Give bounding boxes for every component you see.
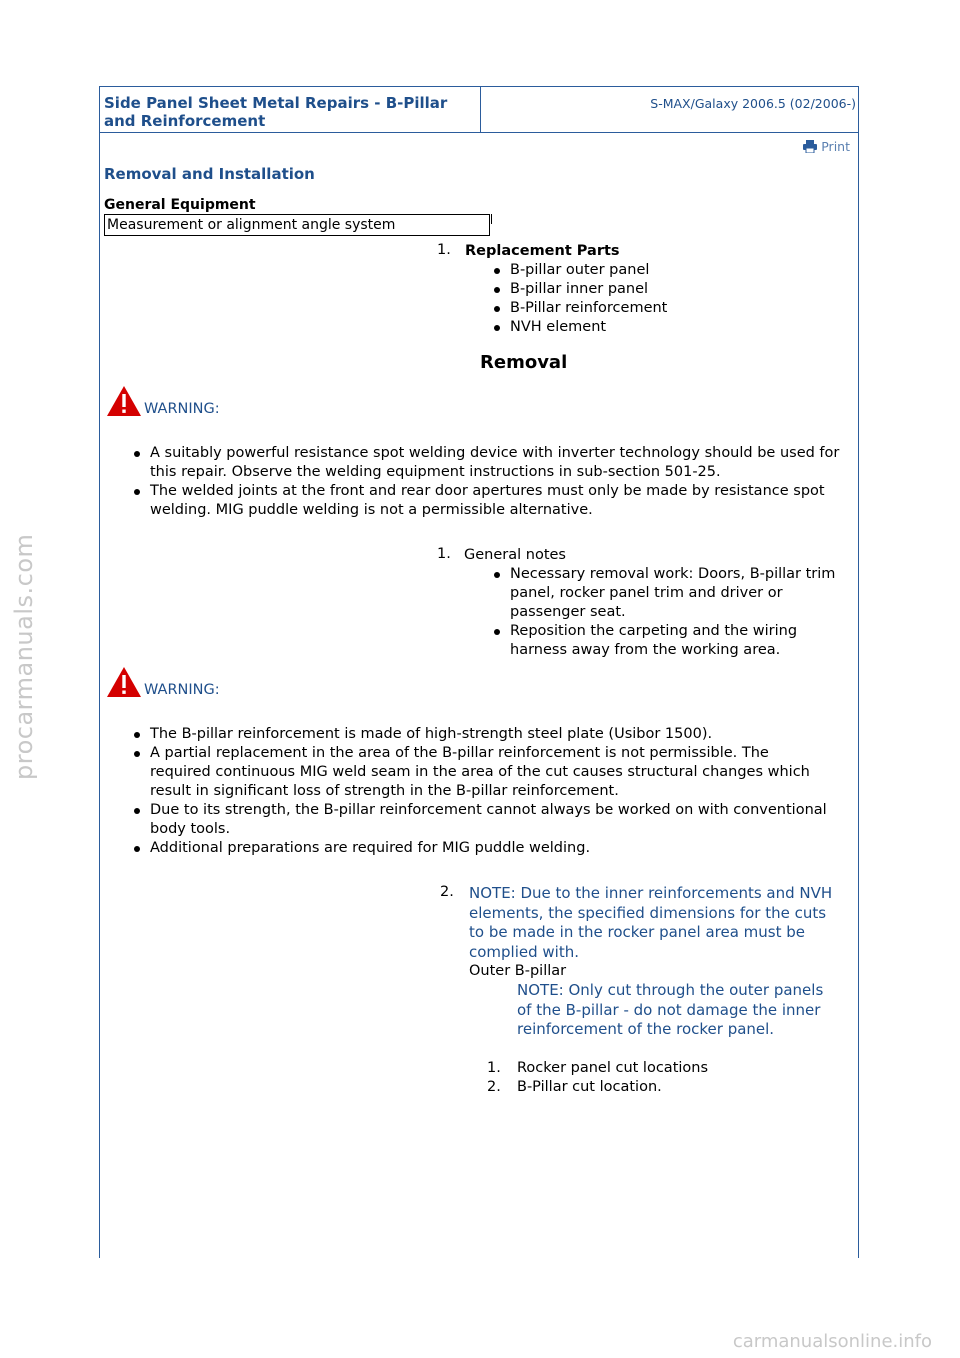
step-number: 2. — [440, 884, 454, 900]
page-frame — [99, 86, 859, 1258]
note-text: NOTE: Only cut through the outer panels of the B-pillar - do not damage the inner reinforcement of the rocker panel. — [517, 981, 824, 1038]
list-item: Additional preparations are required for MIG puddle welding. — [132, 839, 832, 858]
section-title: Removal and Installation — [104, 165, 315, 183]
replacement-list — [492, 261, 812, 337]
header-divider — [480, 87, 481, 133]
sub-number: 1. — [487, 1060, 501, 1076]
printer-icon — [803, 140, 817, 153]
list-item: The B-pillar reinforcement is made of high-strength steel plate (Usibor 1500). — [132, 725, 832, 744]
header-bar — [100, 87, 858, 133]
warning-label: WARNING: — [144, 682, 220, 698]
sub-item: Rocker panel cut locations — [517, 1060, 709, 1076]
sub-item: B-Pillar cut location. — [517, 1079, 662, 1095]
warning-block — [106, 385, 220, 417]
warning-list — [132, 444, 844, 520]
list-item: The welded joints at the front and rear door apertures must only be made by resistance spot welding. MIG puddle welding is not a permissible alternative. — [132, 482, 844, 520]
watermark: procarmanuals.com — [10, 533, 38, 780]
list-item: A suitably powerful resistance spot welding device with inverter technology should be used for this repair. Observe the welding equipment instructions in sub-section 501-25. — [132, 444, 844, 482]
warning-icon — [106, 666, 142, 698]
removal-heading: Removal — [480, 352, 568, 373]
equipment-item: Measurement or alignment angle system — [104, 214, 490, 236]
list-item: Due to its strength, the B-pillar reinforcement cannot always be worked on with conventional body tools. — [132, 801, 832, 839]
warning-block — [106, 666, 220, 698]
list-item: B-pillar outer panel — [492, 261, 812, 280]
list-item: Reposition the carpeting and the wiring harness away from the working area. — [492, 622, 848, 660]
footer-watermark: carmanualsonline.info — [732, 1331, 932, 1352]
list-item: A partial replacement in the area of the B-pillar reinforcement is not permissible. The required continuous MIG weld seam in the area of the cut causes structural changes which result in significant loss of strength in the B-pillar reinforcement. — [132, 744, 832, 801]
warning-icon — [106, 385, 142, 417]
warning-label: WARNING: — [144, 401, 220, 417]
step-number: 1. — [437, 546, 451, 562]
list-item: Necessary removal work: Doors, B-pillar trim panel, rocker panel trim and driver or passenger seat. — [492, 565, 848, 622]
step-heading: Outer B-pillar — [469, 963, 567, 979]
table-divider — [491, 214, 492, 224]
print-label[interactable]: Print — [821, 139, 850, 154]
list-item: B-Pillar reinforcement — [492, 299, 812, 318]
step-list — [492, 565, 848, 660]
warning-list — [132, 725, 832, 858]
general-equipment-heading: General Equipment — [104, 197, 256, 213]
list-item: B-pillar inner panel — [492, 280, 812, 299]
step-number: 1. — [437, 242, 451, 258]
replacement-heading: Replacement Parts — [465, 243, 620, 259]
list-item: NVH element — [492, 318, 812, 337]
step-heading: General notes — [464, 547, 566, 563]
note-text: NOTE: Due to the inner reinforcements and NVH elements, the specified dimensions for the cuts to be made in the rocker panel area must be complied with. — [469, 884, 833, 961]
sub-number: 2. — [487, 1079, 501, 1095]
print-button[interactable] — [803, 139, 850, 154]
model-label: S-MAX/Galaxy 2006.5 (02/2006-) — [650, 96, 856, 111]
page-title: Side Panel Sheet Metal Repairs - B-Pillar and Reinforcement — [104, 94, 448, 130]
